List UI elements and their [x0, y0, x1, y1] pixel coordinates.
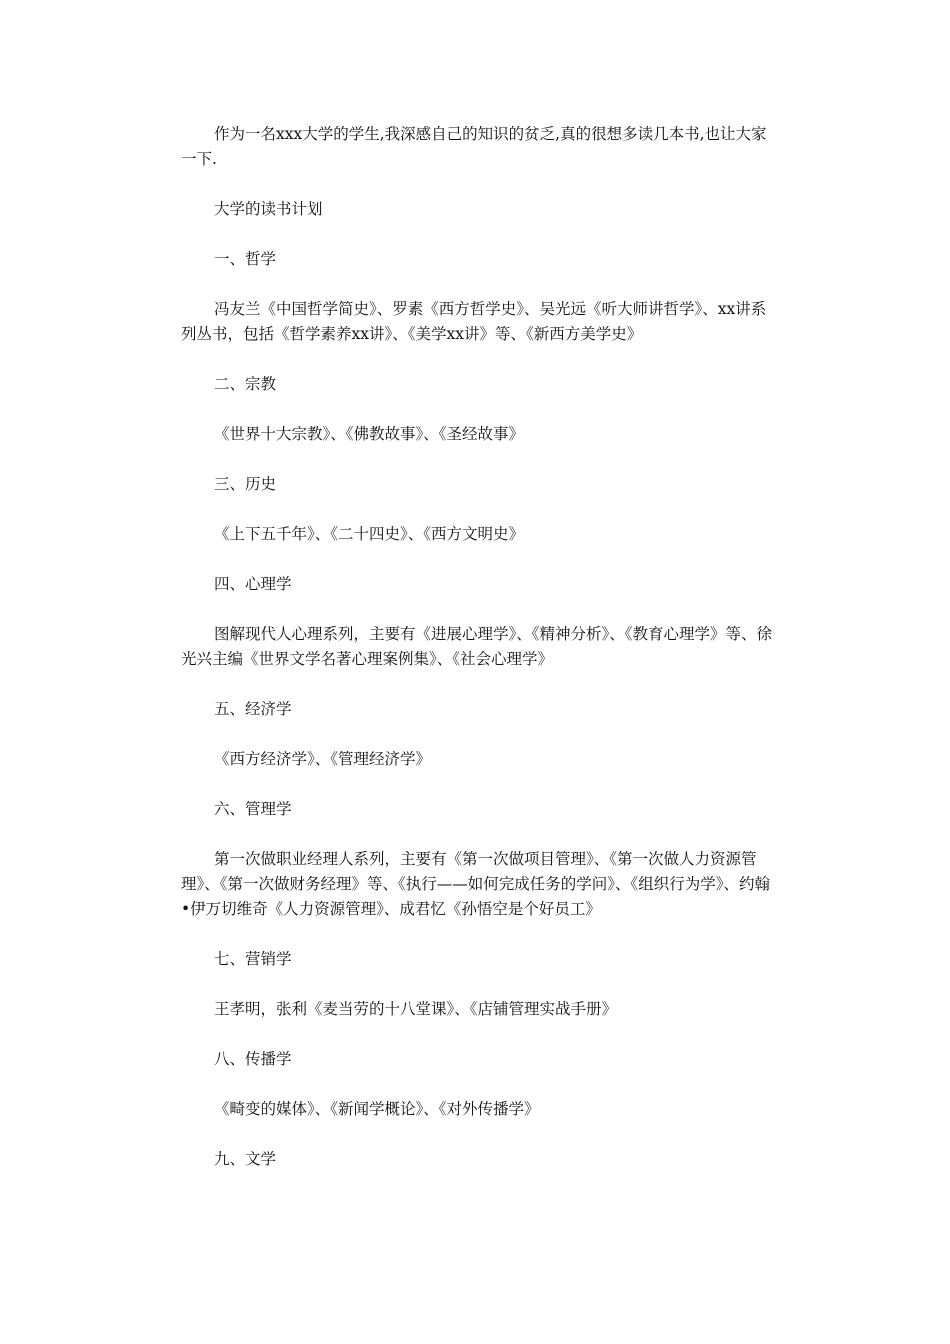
paragraph-gap [181, 1122, 773, 1147]
section-heading-history: 三、历史 [214, 475, 277, 493]
paragraph-gap [181, 1072, 773, 1097]
section-heading-marketing: 七、营销学 [214, 950, 292, 968]
paragraph-gap [181, 172, 773, 197]
section-heading-literature: 九、文学 [214, 1150, 277, 1168]
paragraph-gap [181, 822, 773, 847]
communication-books: 《畸变的媒体》、《新闻学概论》、《对外传播学》 [214, 1100, 540, 1118]
history-books: 《上下五千年》、《二十四史》、《西方文明史》 [214, 525, 525, 543]
philosophy-books: 冯友兰《中国哲学简史》、罗素《西方哲学史》、吴光远《听大师讲哲学》、xx讲系列丛书，包括《哲学素养xx讲》、《美学xx讲》等、《新西方美学史》 [181, 300, 767, 343]
paragraph-gap [181, 272, 773, 297]
paragraph-gap [181, 972, 773, 997]
paragraph-gap [181, 497, 773, 522]
intro-paragraph: 作为一名xxx大学的学生,我深感自己的知识的贫乏,真的很想多读几本书,也让大家一下. [181, 125, 767, 168]
section-heading-religion: 二、宗教 [214, 375, 277, 393]
paragraph-gap [181, 922, 773, 947]
economics-books: 《西方经济学》、《管理经济学》 [214, 750, 432, 768]
section-heading-economics: 五、经济学 [214, 700, 292, 718]
paragraph-gap [181, 1022, 773, 1047]
psychology-books: 图解现代人心理系列，主要有《进展心理学》、《精神分析》、《教育心理学》等、徐光兴主编《世界文学名著心理案例集》、《社会心理学》 [181, 625, 773, 668]
document-body [181, 122, 773, 1172]
section-heading-philosophy: 一、哲学 [214, 250, 277, 268]
paragraph-gap [181, 722, 773, 747]
paragraph-gap [181, 772, 773, 797]
paragraph-gap [181, 222, 773, 247]
section-heading-psychology: 四、心理学 [214, 575, 292, 593]
section-heading-management: 六、管理学 [214, 800, 292, 818]
paragraph-gap [181, 672, 773, 697]
paragraph-gap [181, 597, 773, 622]
paragraph-gap [181, 547, 773, 572]
marketing-books: 王孝明，张利《麦当劳的十八堂课》、《店铺管理实战手册》 [214, 1000, 618, 1018]
paragraph-gap [181, 397, 773, 422]
religion-books: 《世界十大宗教》、《佛教故事》、《圣经故事》 [214, 425, 525, 443]
paragraph-gap [181, 347, 773, 372]
management-books: 第一次做职业经理人系列，主要有《第一次做项目管理》、《第一次做人力资源管理》、《第一次做财务经理》等、《执行——如何完成任务的学问》、《组织行为学》、约翰•伊万切维奇《人力资源管理》、成君忆《孙悟空是个好员工》 [181, 850, 771, 918]
section-heading-communication: 八、传播学 [214, 1050, 292, 1068]
paragraph-gap [181, 447, 773, 472]
plan-title: 大学的读书计划 [214, 200, 323, 218]
